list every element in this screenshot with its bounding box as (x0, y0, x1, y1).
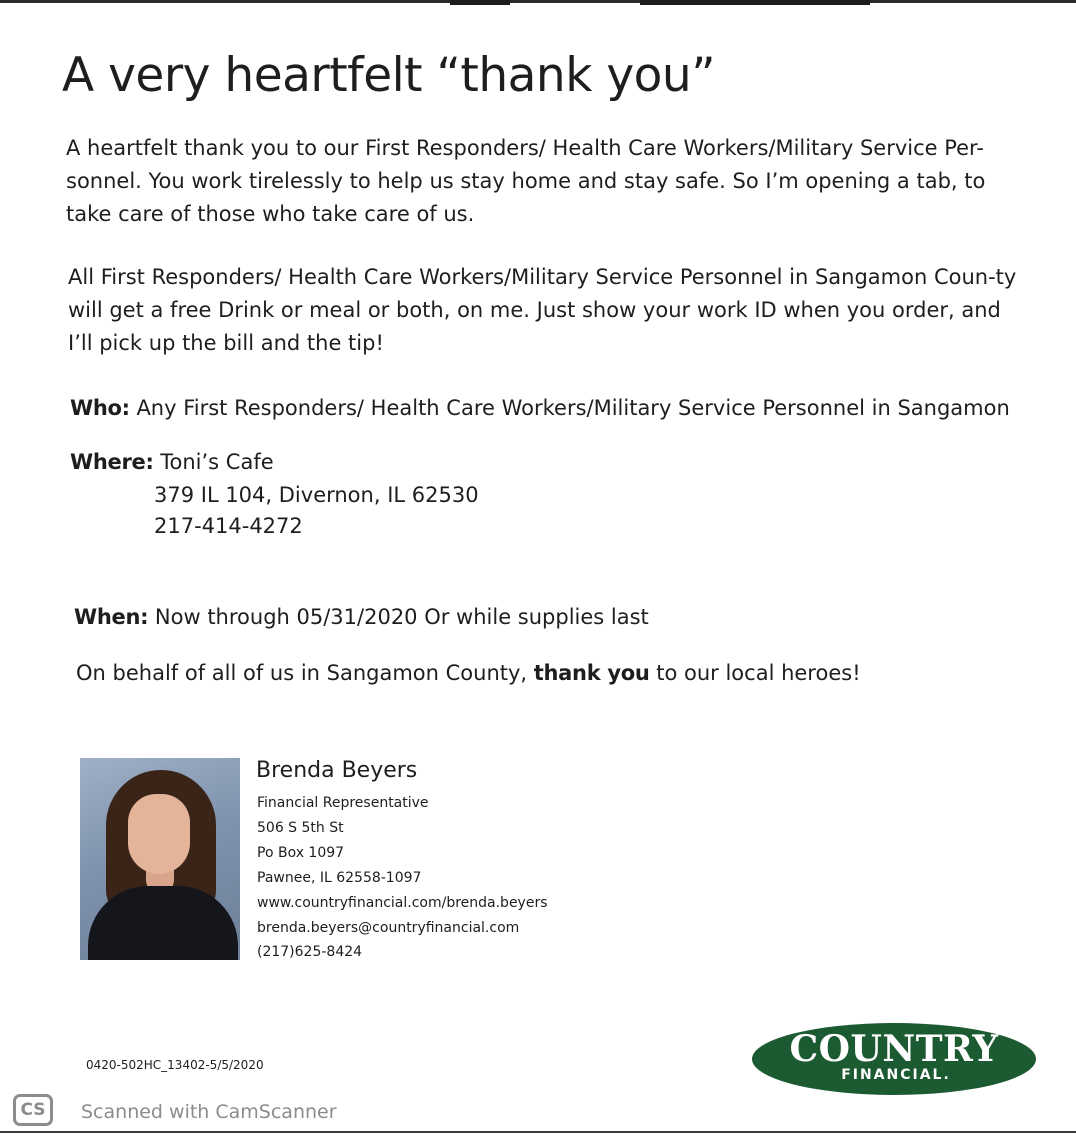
contact-street: 506 S 5th St (257, 820, 344, 836)
logo-line2: FINANCIAL. (841, 1067, 951, 1083)
logo-line1: COUNTRY (789, 1028, 999, 1070)
intro-paragraph: A heartfelt thank you to our First Responders/ Health Care Workers/Military Service Per-sonnel. You work tirelessly to help us stay home and stay safe. So I’m opening a tab, to take care of those who take care of us. (66, 136, 986, 226)
closing-after: to our local heroes! (656, 661, 861, 685)
contact-city: Pawnee, IL 62558-1097 (257, 870, 422, 886)
when-row (74, 601, 649, 634)
scan-top-edge (0, 0, 1076, 3)
contact-po-box: Po Box 1097 (257, 845, 345, 861)
where-row (70, 446, 274, 479)
scan-bottom-edge (0, 1131, 1076, 1133)
venue-address: 379 IL 104, Divernon, IL 62530 (154, 483, 479, 507)
page-title: A very heartfelt “thank you” (62, 48, 716, 103)
closing-bold: thank you (533, 661, 650, 685)
who-value: Any First Responders/ Health Care Workers/Military Service Personnel in Sangamon (136, 396, 1010, 420)
scan-edge-mark (450, 0, 510, 5)
representative-photo (80, 758, 240, 960)
contact-website: www.countryfinancial.com/brenda.beyers (257, 895, 548, 911)
contact-email: brenda.beyers@countryfinancial.com (257, 920, 520, 936)
contact-role: Financial Representative (257, 795, 429, 811)
contact-phone: (217)625-8424 (257, 944, 363, 960)
venue-phone: 217-414-4272 (154, 514, 303, 538)
closing-before: On behalf of all of us in Sangamon County, (76, 661, 528, 685)
country-financial-logo (752, 1023, 1036, 1095)
when-label: When: (74, 605, 149, 629)
closing-line (76, 657, 861, 690)
who-row (70, 392, 1010, 425)
scanner-watermark: Scanned with CamScanner (81, 1101, 337, 1123)
where-label: Where: (70, 450, 154, 474)
scan-edge-mark (640, 0, 870, 5)
offer-paragraph: All First Responders/ Health Care Workers/Military Service Personnel in Sangamon Coun-ty will get a free Drink or meal or both, on me. Just show your work ID when you order, and I’ll pick up the bill and the tip! (68, 265, 1017, 355)
when-value: Now through 05/31/2020 Or while supplies last (154, 605, 649, 629)
venue-name: Toni’s Cafe (160, 450, 274, 474)
who-label: Who: (70, 396, 130, 420)
camscanner-icon: CS (13, 1094, 53, 1126)
contact-name: Brenda Beyers (256, 758, 418, 783)
form-code: 0420-502HC_13402-5/5/2020 (86, 1058, 264, 1072)
